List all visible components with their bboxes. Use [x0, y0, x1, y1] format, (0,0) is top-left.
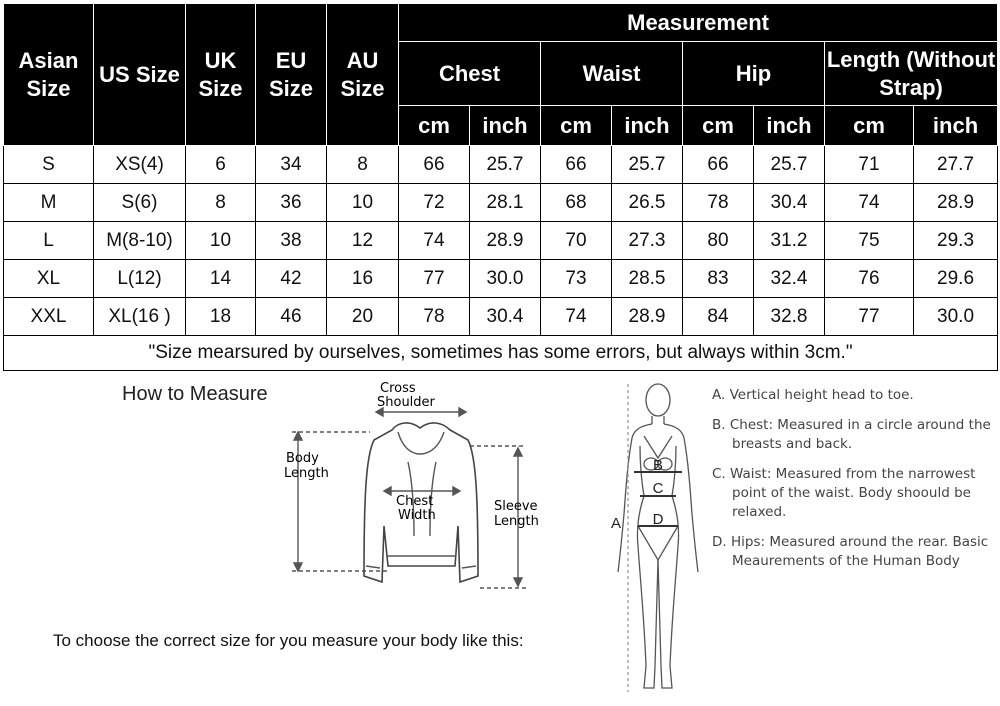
table-cell: 71 — [825, 146, 914, 184]
table-cell: 28.1 — [470, 184, 541, 222]
table-cell: 74 — [825, 184, 914, 222]
table-cell: 10 — [327, 184, 399, 222]
unit-header: inch — [470, 106, 541, 146]
table-cell: 14 — [186, 260, 256, 298]
unit-header: cm — [399, 106, 470, 146]
table-cell: S — [4, 146, 94, 184]
header-asian-size: Asian Size — [4, 4, 94, 146]
table-cell: 46 — [256, 298, 327, 336]
table-row — [4, 260, 998, 298]
table-cell: 25.7 — [754, 146, 825, 184]
table-cell: 80 — [683, 222, 754, 260]
table-cell: 83 — [683, 260, 754, 298]
table-cell: 66 — [683, 146, 754, 184]
unit-header: cm — [541, 106, 612, 146]
table-cell: 74 — [541, 298, 612, 336]
table-cell: 42 — [256, 260, 327, 298]
body-label-line1: Body — [286, 451, 319, 466]
table-cell: 30.0 — [914, 298, 998, 336]
table-cell: 66 — [541, 146, 612, 184]
table-cell: 6 — [186, 146, 256, 184]
header-us-size: US Size — [94, 4, 186, 146]
table-cell: M(8-10) — [94, 222, 186, 260]
table-cell: 78 — [399, 298, 470, 336]
header-au-size: AU Size — [327, 4, 399, 146]
note-d: D. Hips: Measured around the rear. Basic Meaurements of the Human Body — [712, 534, 989, 569]
cross-label-line1: Cross — [380, 381, 416, 396]
table-cell: 28.5 — [612, 260, 683, 298]
table-cell: 29.6 — [914, 260, 998, 298]
label-d: D — [652, 511, 664, 528]
table-cell: 74 — [399, 222, 470, 260]
table-cell: 77 — [825, 298, 914, 336]
sleeve-label-line1: Sleeve — [494, 499, 538, 514]
table-cell: 30.4 — [754, 184, 825, 222]
table-row — [4, 298, 998, 336]
table-cell: 70 — [541, 222, 612, 260]
sleeve-length-label-line2: Length — [494, 514, 539, 529]
chest-label-line1: Chest — [396, 494, 434, 509]
table-cell: 26.5 — [612, 184, 683, 222]
label-b: B — [652, 457, 664, 474]
table-cell: 27.7 — [914, 146, 998, 184]
table-cell: 73 — [541, 260, 612, 298]
table-row — [4, 222, 998, 260]
table-cell: 32.4 — [754, 260, 825, 298]
table-cell: XS(4) — [94, 146, 186, 184]
header-eu-size: EU Size — [256, 4, 327, 146]
table-cell: 77 — [399, 260, 470, 298]
table-cell: 72 — [399, 184, 470, 222]
table-cell: 8 — [186, 184, 256, 222]
header-measurement: Measurement — [399, 4, 998, 42]
table-cell: 32.8 — [754, 298, 825, 336]
label-c: C — [652, 480, 664, 497]
size-chart-table — [3, 3, 998, 371]
table-cell: 30.4 — [470, 298, 541, 336]
table-cell: XXL — [4, 298, 94, 336]
header-waist: Waist — [541, 42, 683, 106]
measurement-notes — [712, 386, 997, 582]
unit-header: cm — [825, 106, 914, 146]
table-cell: 84 — [683, 298, 754, 336]
table-cell: 28.9 — [470, 222, 541, 260]
table-note: "Size mearsured by ourselves, sometimes has some errors, but always within 3cm." — [4, 336, 998, 371]
unit-header: inch — [754, 106, 825, 146]
table-row — [4, 184, 998, 222]
table-cell: M — [4, 184, 94, 222]
table-cell: 10 — [186, 222, 256, 260]
table-cell: L(12) — [94, 260, 186, 298]
table-cell: 30.0 — [470, 260, 541, 298]
table-cell: 75 — [825, 222, 914, 260]
table-cell: 12 — [327, 222, 399, 260]
header-uk-size: UK Size — [186, 4, 256, 146]
unit-header: cm — [683, 106, 754, 146]
table-cell: 20 — [327, 298, 399, 336]
table-cell: 76 — [825, 260, 914, 298]
table-cell: 34 — [256, 146, 327, 184]
unit-header: inch — [914, 106, 998, 146]
shoulder-label-line2: Shoulder — [377, 395, 435, 410]
how-to-measure-title: How to Measure — [122, 383, 268, 405]
table-cell: 29.3 — [914, 222, 998, 260]
table-cell: L — [4, 222, 94, 260]
note-c: C. Waist: Measured from the narrowest point of the waist. Body shoould be relaxed. — [712, 466, 976, 520]
table-cell: XL(16 ) — [94, 298, 186, 336]
note-a: A. Vertical height head to toe. — [712, 387, 914, 403]
table-cell: 18 — [186, 298, 256, 336]
table-cell: S(6) — [94, 184, 186, 222]
table-cell: 31.2 — [754, 222, 825, 260]
header-hip: Hip — [683, 42, 825, 106]
table-cell: 27.3 — [612, 222, 683, 260]
note-b: B. Chest: Measured in a circle around the breasts and back. — [712, 417, 991, 452]
table-cell: 36 — [256, 184, 327, 222]
table-cell: 25.7 — [612, 146, 683, 184]
table-cell: 28.9 — [612, 298, 683, 336]
header-chest: Chest — [399, 42, 541, 106]
table-cell: 68 — [541, 184, 612, 222]
table-cell: 8 — [327, 146, 399, 184]
unit-header: inch — [612, 106, 683, 146]
table-cell: 16 — [327, 260, 399, 298]
table-row — [4, 146, 998, 184]
width-label-line2: Width — [398, 508, 436, 523]
table-cell: 25.7 — [470, 146, 541, 184]
choose-size-text: To choose the correct size for you measure your body like this: — [53, 631, 524, 650]
table-cell: 28.9 — [914, 184, 998, 222]
length-label-line2: Length — [284, 466, 329, 481]
table-cell: 66 — [399, 146, 470, 184]
sweater-diagram — [280, 376, 570, 601]
table-cell: XL — [4, 260, 94, 298]
table-cell: 78 — [683, 184, 754, 222]
header-length: Length (Without Strap) — [825, 42, 998, 106]
table-cell: 38 — [256, 222, 327, 260]
label-a: A — [610, 515, 622, 532]
human-body-diagram — [600, 376, 710, 706]
